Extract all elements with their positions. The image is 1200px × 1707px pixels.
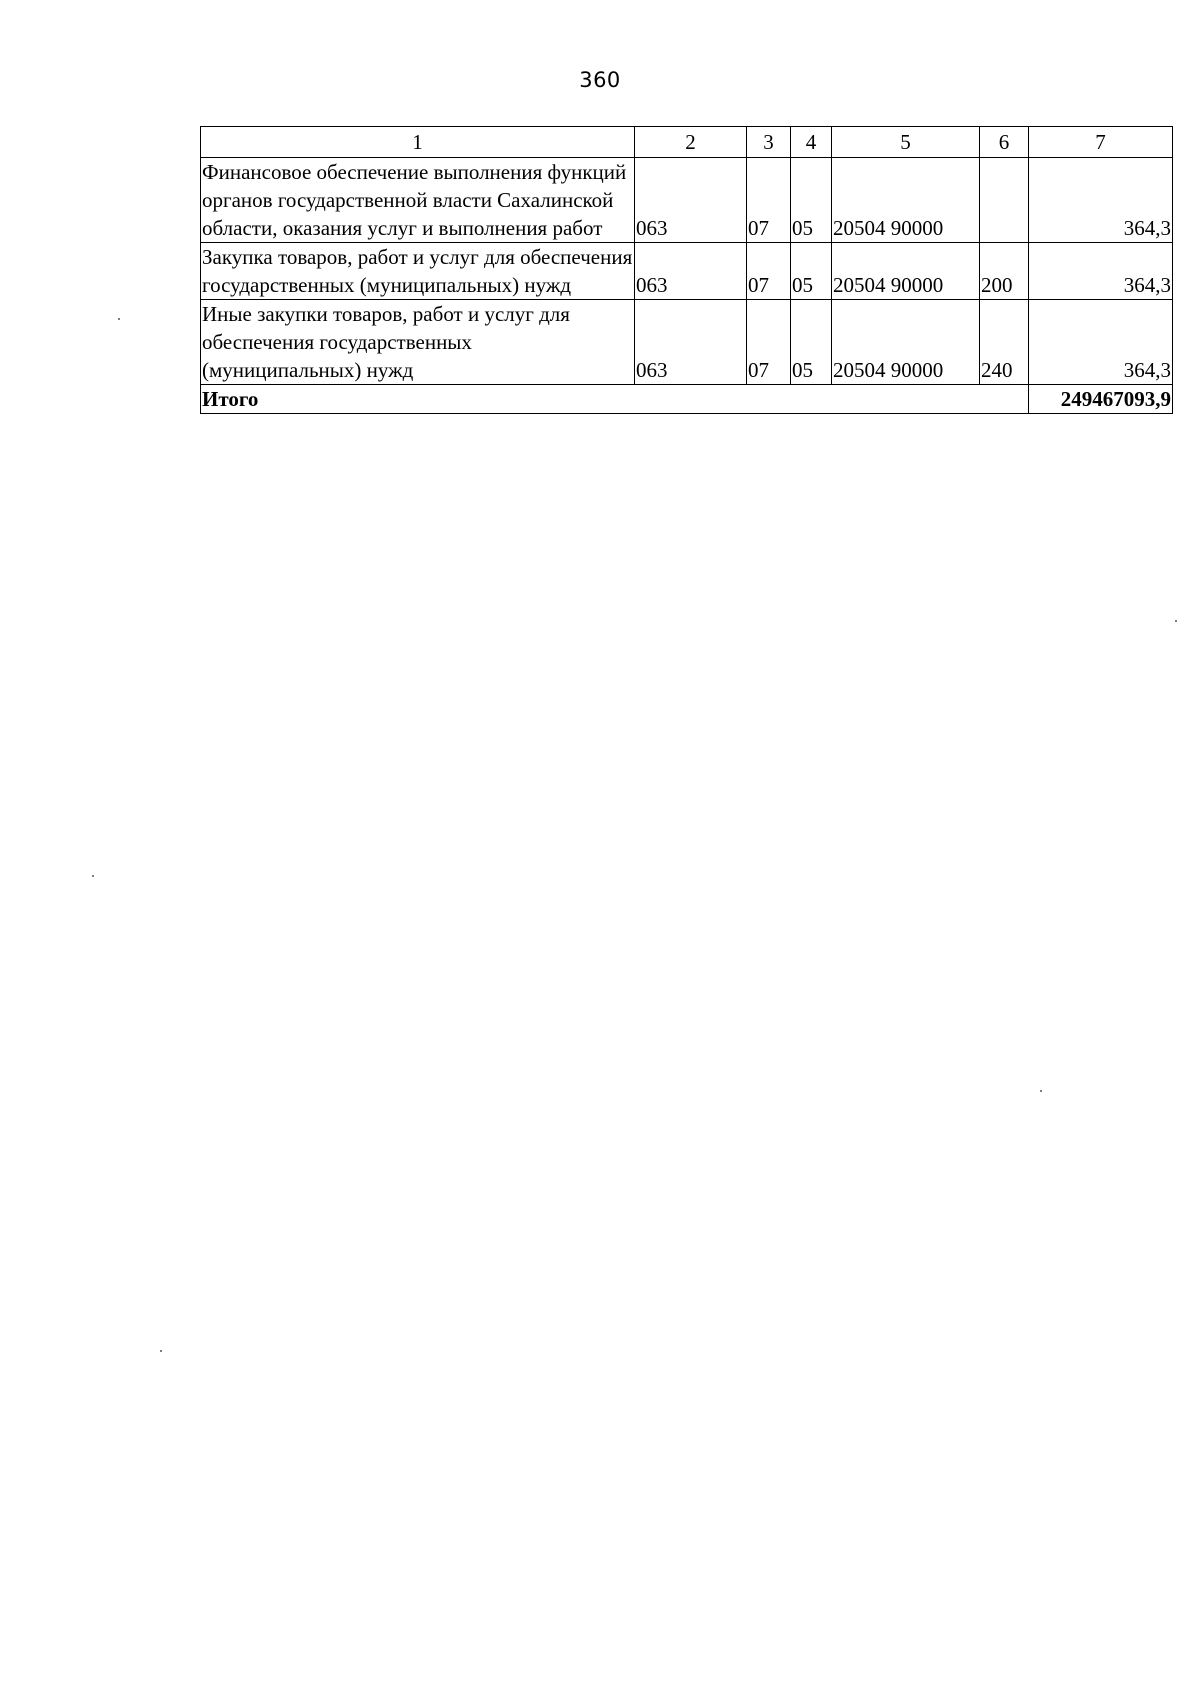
row-expense-type: 240 <box>980 300 1029 385</box>
row-name: Иные закупки товаров, работ и услуг для обеспечения государственных (муниципальных) нужд <box>201 300 635 385</box>
row-target-article: 20504 90000 <box>832 243 980 300</box>
scan-speck <box>118 318 120 320</box>
row-amount: 364,3 <box>1029 243 1173 300</box>
row-name: Закупка товаров, работ и услуг для обеспечения государственных (муниципальных) нужд <box>201 243 635 300</box>
row-section: 07 <box>747 158 791 243</box>
table-header-row <box>201 127 1173 158</box>
budget-table <box>200 126 1173 414</box>
column-header: 5 <box>832 127 980 158</box>
total-value: 249467093,9 <box>1029 385 1173 414</box>
scan-speck <box>160 1350 162 1352</box>
page-number: 360 <box>579 68 621 92</box>
column-header: 1 <box>201 127 635 158</box>
table-row <box>201 243 1173 300</box>
row-section: 07 <box>747 300 791 385</box>
column-header: 6 <box>980 127 1029 158</box>
column-header: 7 <box>1029 127 1173 158</box>
table-row <box>201 158 1173 243</box>
row-name: Финансовое обеспечение выполнения функций органов государственной власти Сахалинской области, оказания услуг и выполнения работ <box>201 158 635 243</box>
row-code: 063 <box>635 300 747 385</box>
row-subsection: 05 <box>791 158 832 243</box>
row-amount: 364,3 <box>1029 158 1173 243</box>
row-subsection: 05 <box>791 243 832 300</box>
scan-speck <box>92 875 94 877</box>
column-header: 3 <box>747 127 791 158</box>
table-row <box>201 300 1173 385</box>
row-subsection: 05 <box>791 300 832 385</box>
scan-speck <box>1040 1090 1042 1092</box>
row-code: 063 <box>635 243 747 300</box>
row-expense-type: 200 <box>980 243 1029 300</box>
row-section: 07 <box>747 243 791 300</box>
row-amount: 364,3 <box>1029 300 1173 385</box>
row-target-article: 20504 90000 <box>832 300 980 385</box>
column-header: 2 <box>635 127 747 158</box>
total-row <box>201 385 1173 414</box>
total-label: Итого <box>201 385 1029 414</box>
row-target-article: 20504 90000 <box>832 158 980 243</box>
row-code: 063 <box>635 158 747 243</box>
scan-speck <box>1175 620 1177 622</box>
column-header: 4 <box>791 127 832 158</box>
row-expense-type <box>980 158 1029 243</box>
